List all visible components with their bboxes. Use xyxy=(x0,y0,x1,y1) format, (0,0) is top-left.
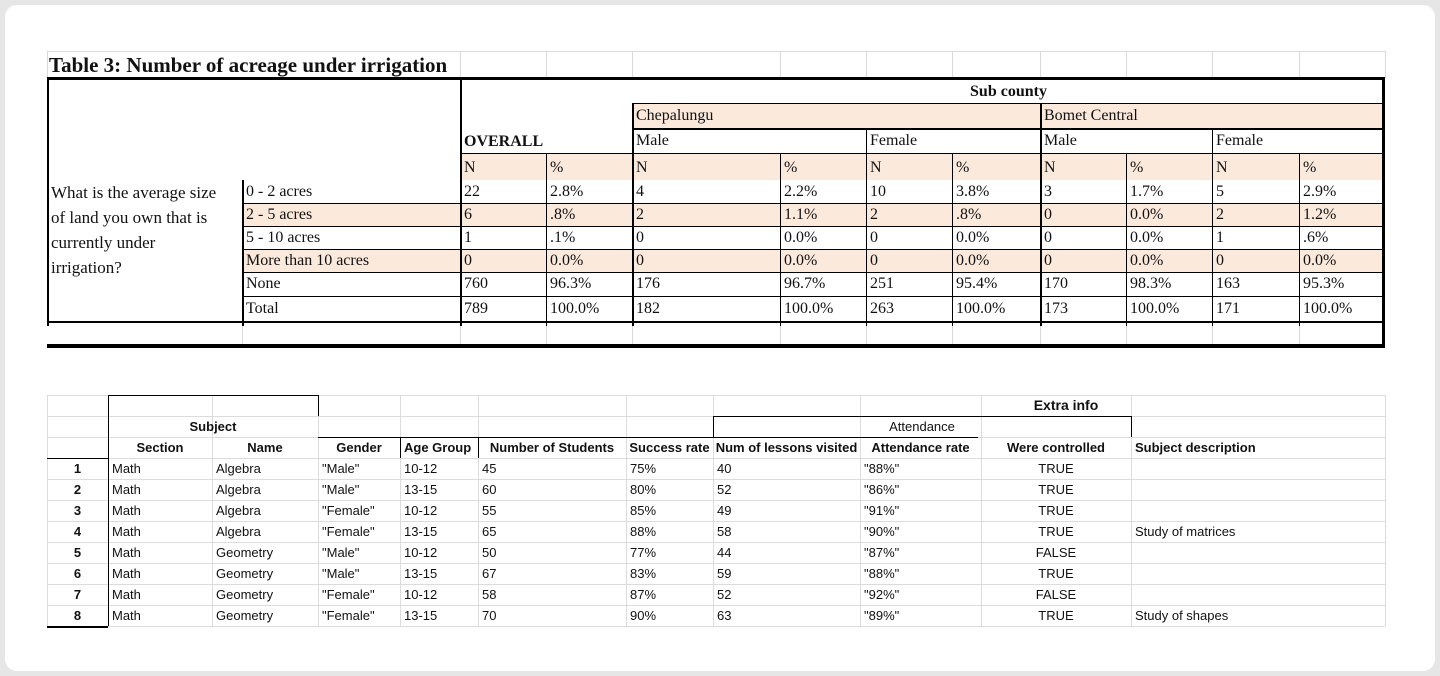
table-cell: Algebra xyxy=(216,482,261,497)
table-cell: Algebra xyxy=(216,524,261,539)
table-cell: 88% xyxy=(630,524,657,539)
value-cell: 0 xyxy=(870,252,878,269)
table-cell: "Female" xyxy=(322,587,375,602)
table-cell: Geometry xyxy=(216,566,274,581)
table-cell: 85% xyxy=(630,503,657,518)
table-cell: 10-12 xyxy=(404,545,438,560)
percent-header: % xyxy=(956,159,970,176)
value-cell: 182 xyxy=(636,300,660,317)
table-cell: 75% xyxy=(630,461,657,476)
grid-line xyxy=(1212,51,1213,78)
table-cell: 67 xyxy=(482,566,497,581)
table-cell: "90%" xyxy=(864,524,900,539)
grid-line xyxy=(1385,395,1386,626)
value-cell: 0.0% xyxy=(1303,252,1337,269)
grid-line xyxy=(400,437,401,458)
table-cell: "88%" xyxy=(864,566,900,581)
table-cell: "88%" xyxy=(864,461,900,476)
grid-line xyxy=(460,153,1385,154)
question-text: currently under xyxy=(51,233,156,252)
table-cell: Algebra xyxy=(216,503,261,518)
column-header: Gender xyxy=(336,440,382,455)
table-cell: Math xyxy=(112,524,141,539)
table-cell: FALSE xyxy=(1035,587,1077,602)
table-cell: 13-15 xyxy=(404,608,438,623)
grid-line xyxy=(713,416,1131,417)
grid-line xyxy=(546,153,547,326)
value-cell: 100.0% xyxy=(1130,300,1180,317)
grid-line xyxy=(632,103,1385,104)
table-cell: 90% xyxy=(630,608,657,623)
grid-line xyxy=(1299,51,1300,78)
column-header: Success rate xyxy=(629,440,710,455)
value-cell: 1.7% xyxy=(1130,183,1164,200)
value-cell: 2.2% xyxy=(784,183,818,200)
column-header: Section xyxy=(136,440,184,455)
table-cell: 65 xyxy=(482,524,497,539)
table-cell: 10-12 xyxy=(404,461,438,476)
row-label: Total xyxy=(246,300,279,317)
table-cell: TRUE xyxy=(1038,503,1074,518)
value-cell: 1 xyxy=(464,229,472,246)
table-cell: 80% xyxy=(630,482,657,497)
table-cell: 83% xyxy=(630,566,657,581)
value-cell: 10 xyxy=(870,183,886,200)
grid-line xyxy=(1040,51,1041,78)
table-cell: Geometry xyxy=(216,545,274,560)
grid-line xyxy=(780,153,781,326)
row-label: 5 - 10 acres xyxy=(246,229,321,246)
question-text: irrigation? xyxy=(51,258,122,277)
table-cell: 70 xyxy=(482,608,497,623)
column-header: Age Group xyxy=(404,440,472,455)
table-cell: 13-15 xyxy=(404,482,438,497)
table-cell: Math xyxy=(112,482,141,497)
percent-header: % xyxy=(1130,159,1144,176)
table-cell: "86%" xyxy=(864,482,900,497)
grid-line xyxy=(242,296,1385,297)
female-header: Female xyxy=(1216,132,1264,149)
value-cell: 100.0% xyxy=(956,300,1006,317)
table-cell: "91%" xyxy=(864,503,900,518)
value-cell: 0.0% xyxy=(956,229,990,246)
table-cell: 77% xyxy=(630,545,657,560)
table-border xyxy=(1382,77,1385,348)
grid-line xyxy=(318,395,319,416)
column-header: Were controlled xyxy=(1006,440,1105,455)
value-cell: 100.0% xyxy=(784,300,834,317)
grid-line xyxy=(713,416,714,437)
table-border xyxy=(47,344,1385,348)
table-cell: 50 xyxy=(482,545,497,560)
row-number[interactable]: 7 xyxy=(73,587,82,602)
grid-line xyxy=(47,626,108,628)
table-cell: "Male" xyxy=(322,482,360,497)
grid-line xyxy=(1126,153,1127,326)
value-cell: 0 xyxy=(870,229,878,246)
value-cell: 171 xyxy=(1216,300,1240,317)
percent-header: % xyxy=(1303,159,1317,176)
value-cell: 789 xyxy=(464,300,488,317)
value-cell: 173 xyxy=(1044,300,1068,317)
male-header: Male xyxy=(1044,132,1077,149)
table-cell: 40 xyxy=(717,461,732,476)
grid-line xyxy=(47,626,1385,627)
n-header: N xyxy=(464,159,476,176)
table-border xyxy=(47,77,1385,80)
column-header: Attendance rate xyxy=(871,440,970,455)
percent-header: % xyxy=(550,159,564,176)
column-header: Name xyxy=(247,440,283,455)
value-cell: 5 xyxy=(1216,183,1224,200)
table-cell: Geometry xyxy=(216,587,274,602)
table-cell: TRUE xyxy=(1038,482,1074,497)
table-cell: 58 xyxy=(717,524,732,539)
row-label: More than 10 acres xyxy=(246,252,370,269)
bomet-central-header: Bomet Central xyxy=(1044,107,1138,124)
value-cell: 2.9% xyxy=(1303,183,1337,200)
table-cell: Math xyxy=(112,461,141,476)
value-cell: 163 xyxy=(1216,275,1240,292)
table-cell: Math xyxy=(112,545,141,560)
value-cell: 760 xyxy=(464,275,488,292)
grid-line xyxy=(108,395,109,626)
table-cell: FALSE xyxy=(1035,545,1077,560)
n-header: N xyxy=(1216,159,1228,176)
table-cell: Math xyxy=(112,503,141,518)
grid-line xyxy=(242,180,244,326)
table-cell: 58 xyxy=(482,587,497,602)
table-cell: "Female" xyxy=(322,608,375,623)
grid-line xyxy=(47,321,1385,323)
value-cell: 0 xyxy=(1216,252,1224,269)
percent-header: % xyxy=(784,159,798,176)
value-cell: 0.0% xyxy=(1130,229,1164,246)
grid-line xyxy=(866,51,867,78)
table-cell: "92%" xyxy=(864,587,900,602)
row-label: 2 - 5 acres xyxy=(246,206,313,223)
row-number[interactable]: 6 xyxy=(73,566,82,581)
table-cell: 13-15 xyxy=(404,566,438,581)
value-cell: 251 xyxy=(870,275,894,292)
table-cell: "89%" xyxy=(864,608,900,623)
attendance-group-header: Attendance xyxy=(889,419,955,434)
row-number[interactable]: 8 xyxy=(73,608,82,623)
table-cell: "Male" xyxy=(322,461,360,476)
value-cell: 96.7% xyxy=(784,275,826,292)
table-cell: Math xyxy=(112,587,141,602)
value-cell: 4 xyxy=(636,183,644,200)
value-cell: 22 xyxy=(464,183,480,200)
table-cell: Study of shapes xyxy=(1135,608,1229,623)
grid-line xyxy=(242,203,1385,204)
value-cell: 0.0% xyxy=(784,252,818,269)
column-header: Number of Students xyxy=(489,440,615,455)
grid-line xyxy=(108,395,318,396)
question-text: of land you own that is xyxy=(51,208,208,227)
value-cell: 2 xyxy=(636,206,644,223)
table-cell: "Female" xyxy=(322,524,375,539)
grid-line xyxy=(318,437,978,438)
grid-line xyxy=(1040,103,1042,326)
sub-county-header: Sub county xyxy=(970,83,1047,100)
table-cell: "Female" xyxy=(322,503,375,518)
table-cell: 10-12 xyxy=(404,587,438,602)
column-header: Num of lessons visited xyxy=(715,440,858,455)
value-cell: 95.3% xyxy=(1303,275,1345,292)
grid-line xyxy=(780,51,781,78)
grid-line xyxy=(47,78,49,326)
value-cell: .8% xyxy=(550,206,576,223)
value-cell: 176 xyxy=(636,275,660,292)
column-header: Subject description xyxy=(1135,440,1256,455)
value-cell: 0 xyxy=(636,229,644,246)
row-number[interactable]: 1 xyxy=(73,461,82,476)
extra-info-header: Extra info xyxy=(1033,397,1099,413)
value-cell: .6% xyxy=(1303,229,1329,246)
value-cell: 1 xyxy=(1216,229,1224,246)
value-cell: 0.0% xyxy=(784,229,818,246)
table-cell: Study of matrices xyxy=(1135,524,1236,539)
table-cell: TRUE xyxy=(1038,461,1074,476)
value-cell: 100.0% xyxy=(1303,300,1353,317)
grid-line xyxy=(478,437,479,458)
value-cell: 100.0% xyxy=(550,300,600,317)
table-cell: TRUE xyxy=(1038,566,1074,581)
value-cell: 0.0% xyxy=(956,252,990,269)
table-cell: Math xyxy=(112,608,141,623)
row-number[interactable]: 4 xyxy=(73,524,82,539)
value-cell: 0.0% xyxy=(1130,206,1164,223)
male-header: Male xyxy=(636,132,669,149)
table-cell: Geometry xyxy=(216,608,274,623)
grid-line xyxy=(47,458,108,459)
grid-line xyxy=(1131,416,1132,437)
table-cell: 59 xyxy=(717,566,732,581)
table-title: Table 3: Number of acreage under irrigation xyxy=(49,53,448,77)
n-header: N xyxy=(636,159,648,176)
grid-line xyxy=(632,128,1385,130)
grid-line xyxy=(242,249,1385,250)
value-cell: 3 xyxy=(1044,183,1052,200)
value-cell: 1.1% xyxy=(784,206,818,223)
table-cell: 55 xyxy=(482,503,497,518)
table-cell: "Male" xyxy=(322,545,360,560)
table-cell: 13-15 xyxy=(404,524,438,539)
value-cell: 0.0% xyxy=(1130,252,1164,269)
table-cell: 52 xyxy=(717,482,732,497)
value-cell: 0 xyxy=(636,252,644,269)
value-cell: 0 xyxy=(1044,252,1052,269)
value-cell: 95.4% xyxy=(956,275,998,292)
table-cell: "87%" xyxy=(864,545,900,560)
value-cell: 6 xyxy=(464,206,472,223)
value-cell: 96.3% xyxy=(550,275,592,292)
table-cell: Math xyxy=(112,566,141,581)
value-cell: 2 xyxy=(1216,206,1224,223)
table-cell: TRUE xyxy=(1038,524,1074,539)
overall-header: OVERALL xyxy=(464,133,544,150)
grid-line xyxy=(1126,51,1127,78)
grid-line xyxy=(242,272,1385,273)
row-label: None xyxy=(246,275,281,292)
value-cell: .1% xyxy=(550,229,576,246)
n-header: N xyxy=(1044,159,1056,176)
value-cell: .8% xyxy=(956,206,982,223)
value-cell: 2.8% xyxy=(550,183,584,200)
row-number[interactable]: 3 xyxy=(73,503,82,518)
value-cell: 0.0% xyxy=(550,252,584,269)
table-cell: TRUE xyxy=(1038,608,1074,623)
row-number[interactable]: 5 xyxy=(73,545,82,560)
grid-line xyxy=(632,103,634,326)
value-cell: 1.2% xyxy=(1303,206,1337,223)
question-text: What is the average size xyxy=(51,183,217,202)
subject-group-header: Subject xyxy=(189,419,237,434)
table-cell: 10-12 xyxy=(404,503,438,518)
table-cell: 52 xyxy=(717,587,732,602)
table-cell: 45 xyxy=(482,461,497,476)
table-cell: "Male" xyxy=(322,566,360,581)
table-cell: 63 xyxy=(717,608,732,623)
table-cell: 49 xyxy=(717,503,732,518)
row-label: 0 - 2 acres xyxy=(246,183,313,200)
n-header: N xyxy=(870,159,882,176)
row-number[interactable]: 2 xyxy=(73,482,82,497)
value-cell: 263 xyxy=(870,300,894,317)
table-cell: Algebra xyxy=(216,461,261,476)
value-cell: 2 xyxy=(870,206,878,223)
value-cell: 98.3% xyxy=(1130,275,1172,292)
grid-line xyxy=(952,51,953,78)
grid-line xyxy=(952,153,953,326)
grid-line xyxy=(1299,153,1300,326)
female-header: Female xyxy=(870,132,918,149)
value-cell: 0 xyxy=(464,252,472,269)
table-cell: 60 xyxy=(482,482,497,497)
table-cell: 87% xyxy=(630,587,657,602)
value-cell: 170 xyxy=(1044,275,1068,292)
value-cell: 3.8% xyxy=(956,183,990,200)
chepalungu-header: Chepalungu xyxy=(636,107,714,124)
table-cell: 44 xyxy=(717,545,732,560)
value-cell: 0 xyxy=(1044,229,1052,246)
grid-line xyxy=(242,226,1385,227)
value-cell: 0 xyxy=(1044,206,1052,223)
grid-line xyxy=(1385,51,1386,78)
